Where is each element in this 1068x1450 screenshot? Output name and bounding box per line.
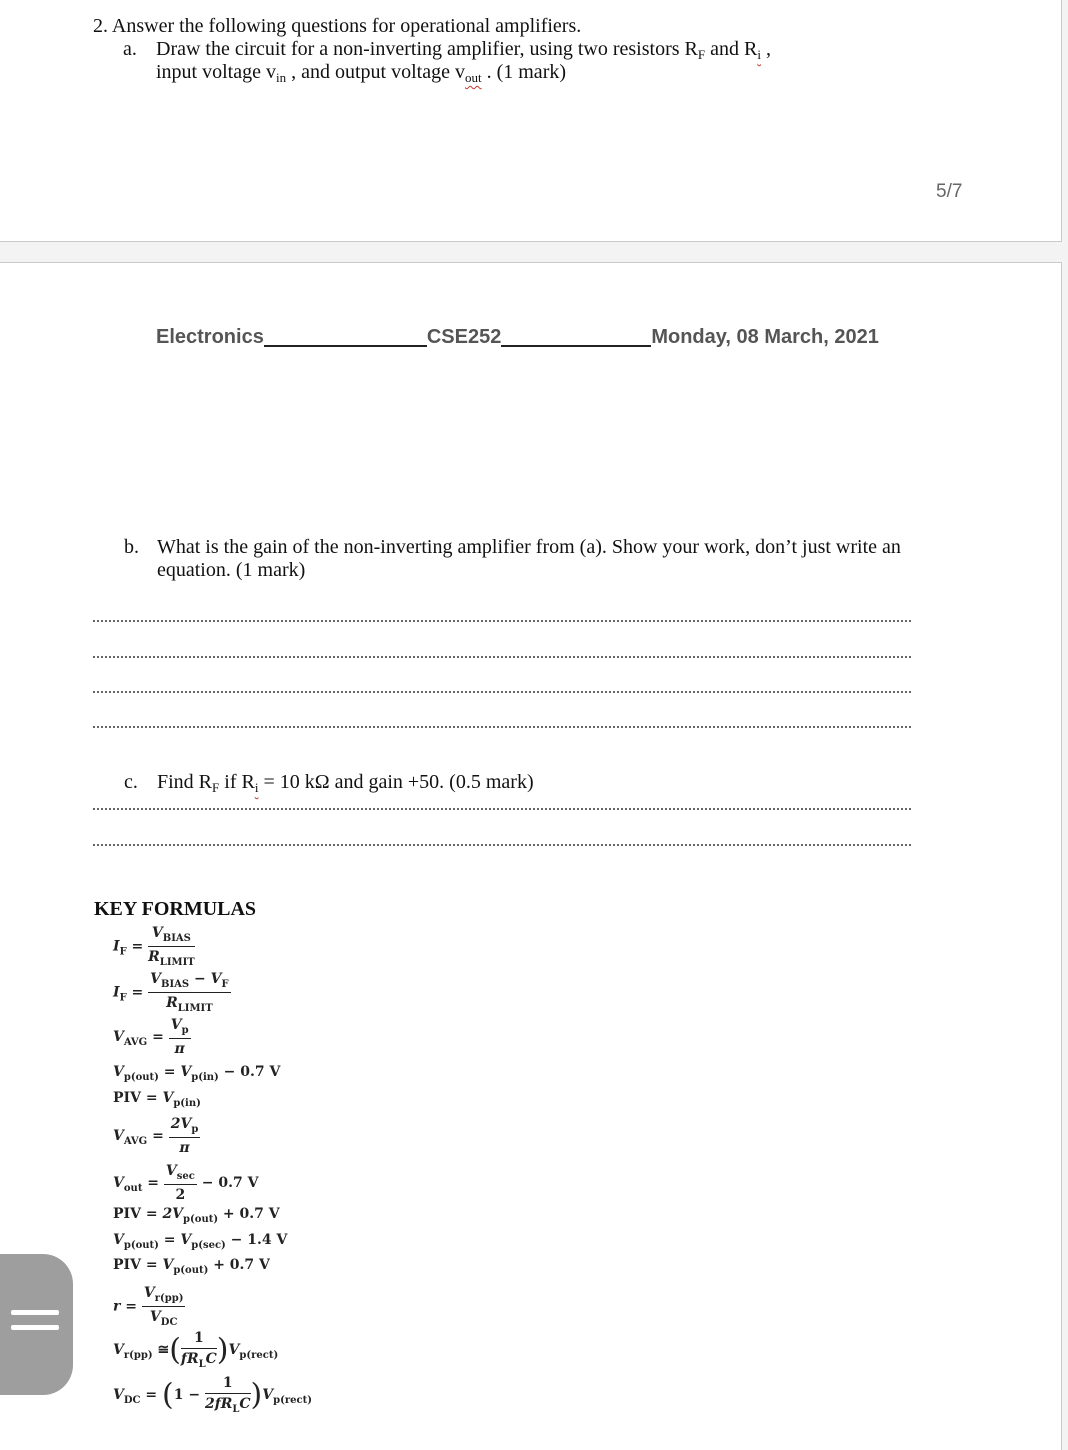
header-rule-1: [264, 345, 427, 347]
answer-line: [92, 726, 912, 728]
key-formulas-title: KEY FORMULAS: [94, 898, 257, 920]
question-title: 2. Answer the following questions for operational amplifiers.: [93, 15, 582, 37]
formula-vout-vsec: $V_{out}$ = $\frac{V_{sec}}{2}$ − 0.7 V: [113, 1163, 259, 1203]
formula-vavg-full: $V_{AVG}$ = $\frac{2V_p}{\pi}$: [113, 1116, 199, 1156]
header-rule-2: [501, 345, 651, 347]
formula-vdc: $V_{DC} = (1$ − $\frac{1}{2fR_LC}$ )$V_{p(rect)}$: [113, 1375, 312, 1415]
answer-line: [92, 844, 912, 846]
item-c-marker: c.: [124, 771, 138, 793]
item-b-line2: equation. (1 mark): [157, 559, 306, 581]
formula-piv-vpout: PIV = $V_{p(out)} + 0.7$ V: [113, 1257, 270, 1276]
formula-vpout-vpin: $V_{p(out)} = V_{p(in)} - 0.7$ V: [113, 1064, 281, 1083]
item-c-text: Find $R_F$ if $R_i = 10$ kΩ and gain +50. (0.5 mark): [157, 771, 534, 795]
formula-if-bias-vf: $I_F$ = $\frac{V_{BIAS} - V_F}{R_{LIMIT}}$: [113, 971, 229, 1014]
grip-line-icon: [11, 1325, 59, 1330]
header-code: CSE252: [426, 326, 502, 348]
item-b-marker: b.: [124, 536, 139, 558]
formula-vr-pp: $V_{r(pp)}$ ≅( $\frac{1}{fR_LC}$ )$V_{p(rect)}$: [113, 1330, 279, 1370]
item-a-line1: Draw the circuit for a non-inverting amplifier, using two resistors $R_F$ and $R_i$ ,: [156, 38, 771, 62]
formula-piv-2vpout: PIV = $2V_{p(out)} + 0.7$ V: [113, 1206, 280, 1225]
item-b-line1: What is the gain of the non-inverting amplifier from (a). Show your work, don’t just write an: [157, 536, 901, 558]
grip-line-icon: [11, 1310, 59, 1315]
page-header: [156, 326, 879, 349]
item-a-line2: input voltage $v_{in}$ , and output voltage $v_{out}$ . (1 mark): [156, 61, 567, 85]
drag-handle[interactable]: [0, 1254, 73, 1395]
page-number: 5/7: [936, 181, 963, 202]
formula-piv-vpin: PIV = $V_{p(in)}$: [113, 1090, 201, 1109]
formula-vavg-half: $V_{AVG}$ = $\frac{V_p}{\pi}$: [113, 1017, 189, 1057]
answer-line: [92, 808, 912, 810]
answer-line: [92, 656, 912, 658]
header-course: Electronics: [156, 326, 264, 348]
page-upper: [0, 0, 1062, 242]
header-date: Monday, 08 March, 2021: [651, 326, 879, 348]
formula-ripple-factor: r = $\frac{V_{r(pp)}}{V_{DC}}$: [113, 1285, 184, 1328]
formula-if-bias: $I_F$ = $\frac{V_{BIAS}}{R_{LIMIT}}$: [113, 925, 195, 968]
formula-vpout-vpsec: $V_{p(out)} = V_{p(sec)} - 1.4$ V: [113, 1232, 288, 1251]
item-a-marker: a.: [123, 38, 137, 60]
answer-line: [92, 691, 912, 693]
answer-line: [92, 620, 912, 622]
